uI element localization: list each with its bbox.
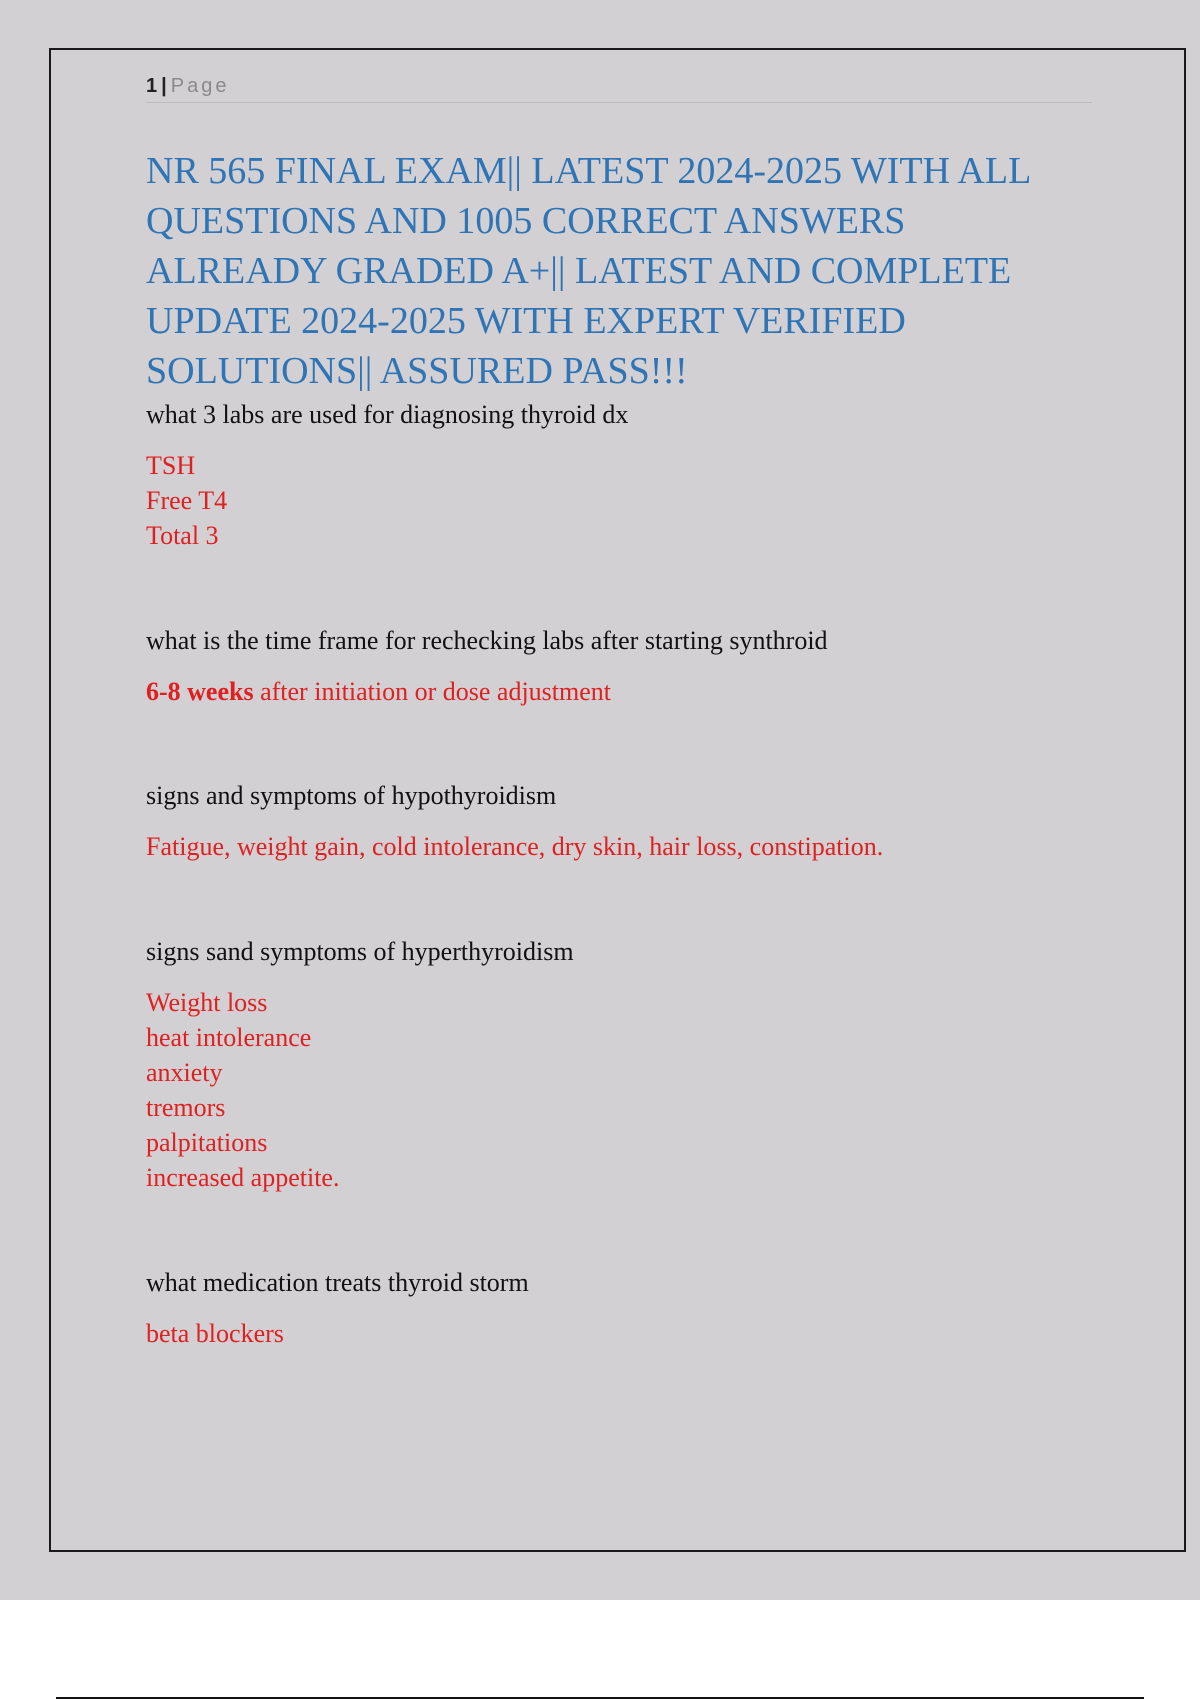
question: what is the time frame for rechecking labs after starting synthroid <box>146 626 828 655</box>
answer-line: Total 3 <box>146 521 219 550</box>
answer-line: anxiety <box>146 1058 223 1087</box>
answer <box>146 1316 1092 1351</box>
answer-line: Weight loss <box>146 988 268 1017</box>
qa-item <box>146 935 1092 1195</box>
answer-line: TSH <box>146 451 196 480</box>
question: signs and symptoms of hypothyroidism <box>146 781 557 810</box>
document-title: NR 565 FINAL EXAM|| LATEST 2024-2025 WITH ALL QUESTIONS AND 1005 CORRECT ANSWERS ALREADY GRADED A+|| LATEST AND COMPLETE UPDATE 2024-2025 WITH EXPERT VERIFIED SOLUTIONS|| ASSURED PASS!!! <box>146 150 1030 392</box>
qa-item <box>146 1266 1092 1351</box>
page-word: Page <box>170 75 230 97</box>
answer-line: heat intolerance <box>146 1023 312 1052</box>
answer-line: Fatigue, weight gain, cold intolerance, dry skin, hair loss, constipation. <box>146 832 884 861</box>
footer-rule <box>56 1697 1144 1699</box>
page-separator: | <box>161 75 167 97</box>
answer <box>146 674 1092 709</box>
question: signs sand symptoms of hyperthyroidism <box>146 937 574 966</box>
answer-line: tremors <box>146 1093 226 1122</box>
answer-line: beta blockers <box>146 1319 284 1348</box>
answer-emphasis: 6-8 weeks <box>146 677 254 706</box>
answer <box>146 985 1092 1195</box>
answer-line: palpitations <box>146 1128 268 1157</box>
page-number: 1 <box>146 75 158 97</box>
answer-line: Free T4 <box>146 486 228 515</box>
question: what 3 labs are used for diagnosing thyroid dx <box>146 400 629 429</box>
question: what medication treats thyroid storm <box>146 1268 529 1297</box>
page-content <box>146 72 1092 1351</box>
answer-line: increased appetite. <box>146 1163 340 1192</box>
qa-item <box>146 398 1092 553</box>
qa-item <box>146 624 1092 709</box>
answer <box>146 829 1092 864</box>
answer <box>146 448 1092 553</box>
qa-item <box>146 779 1092 864</box>
page-header <box>146 72 1092 103</box>
answer-text: after initiation or dose adjustment <box>253 677 612 706</box>
